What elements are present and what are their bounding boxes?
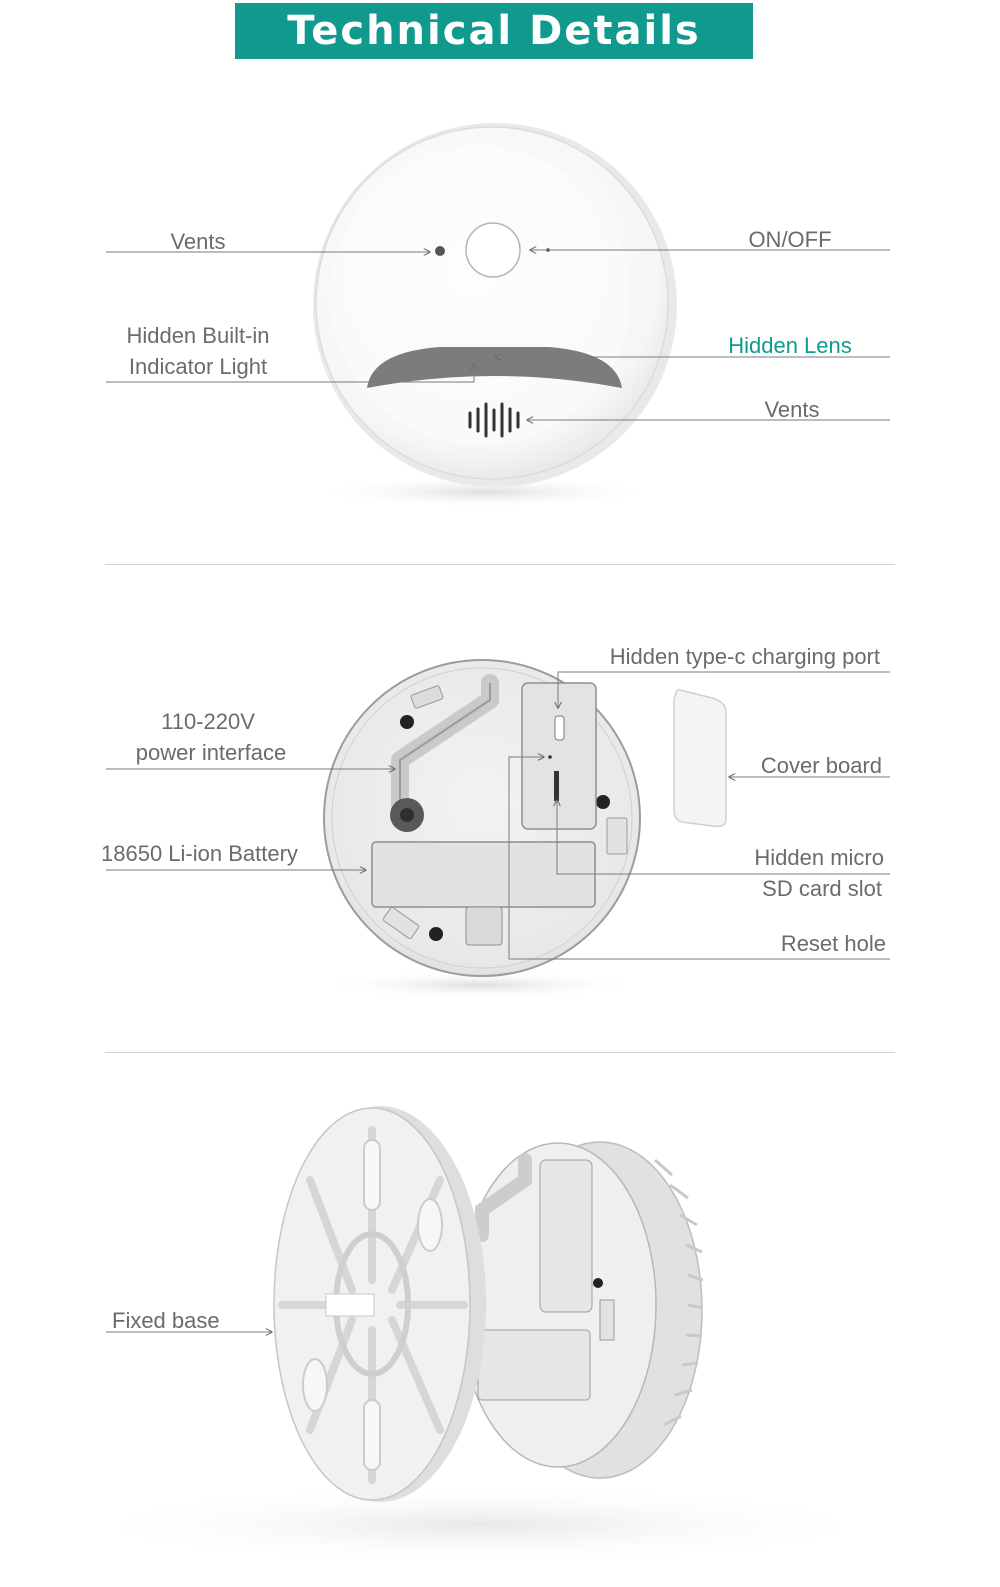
label-type-c-port: Hidden type-c charging port bbox=[609, 644, 880, 669]
label-sd-line1: Hidden micro bbox=[754, 845, 884, 870]
reset-hole-icon bbox=[548, 755, 552, 759]
section-divider bbox=[105, 1052, 895, 1053]
label-reset-hole: Reset hole bbox=[780, 931, 886, 956]
label-power-line2: power interface bbox=[135, 740, 287, 765]
label-sd-line2: SD card slot bbox=[762, 876, 882, 901]
screw-hole-icon bbox=[596, 795, 610, 809]
label-hidden-lens: Hidden Lens bbox=[728, 333, 852, 358]
label-vents-left: Vents bbox=[170, 229, 226, 254]
label-indicator-line1: Hidden Built-in bbox=[126, 323, 270, 348]
section-title: Technical Details bbox=[287, 8, 701, 54]
section-divider bbox=[105, 564, 895, 565]
label-power-line1: 110-220V bbox=[161, 709, 255, 734]
label-indicator-line2: Indicator Light bbox=[128, 354, 268, 379]
on-off-button-icon bbox=[466, 223, 520, 277]
sd-compartment-icon bbox=[522, 683, 596, 829]
sd-slot-icon bbox=[554, 771, 559, 801]
detector-front-view bbox=[313, 123, 677, 508]
label-on-off: ON/OFF bbox=[748, 227, 832, 252]
label-battery: 18650 Li-ion Battery bbox=[101, 841, 298, 866]
label-fixed-base: Fixed base bbox=[112, 1308, 220, 1333]
label-cover-board: Cover board bbox=[760, 753, 882, 778]
screw-hole-icon bbox=[400, 715, 414, 729]
detector-back-view bbox=[320, 660, 640, 999]
label-vents-right: Vents bbox=[764, 397, 820, 422]
vent-hole-icon bbox=[435, 246, 445, 256]
cover-board-icon bbox=[674, 690, 726, 827]
screw-hole-icon bbox=[429, 927, 443, 941]
speaker-vents-icon bbox=[470, 404, 518, 436]
type-c-port-icon bbox=[555, 716, 564, 740]
